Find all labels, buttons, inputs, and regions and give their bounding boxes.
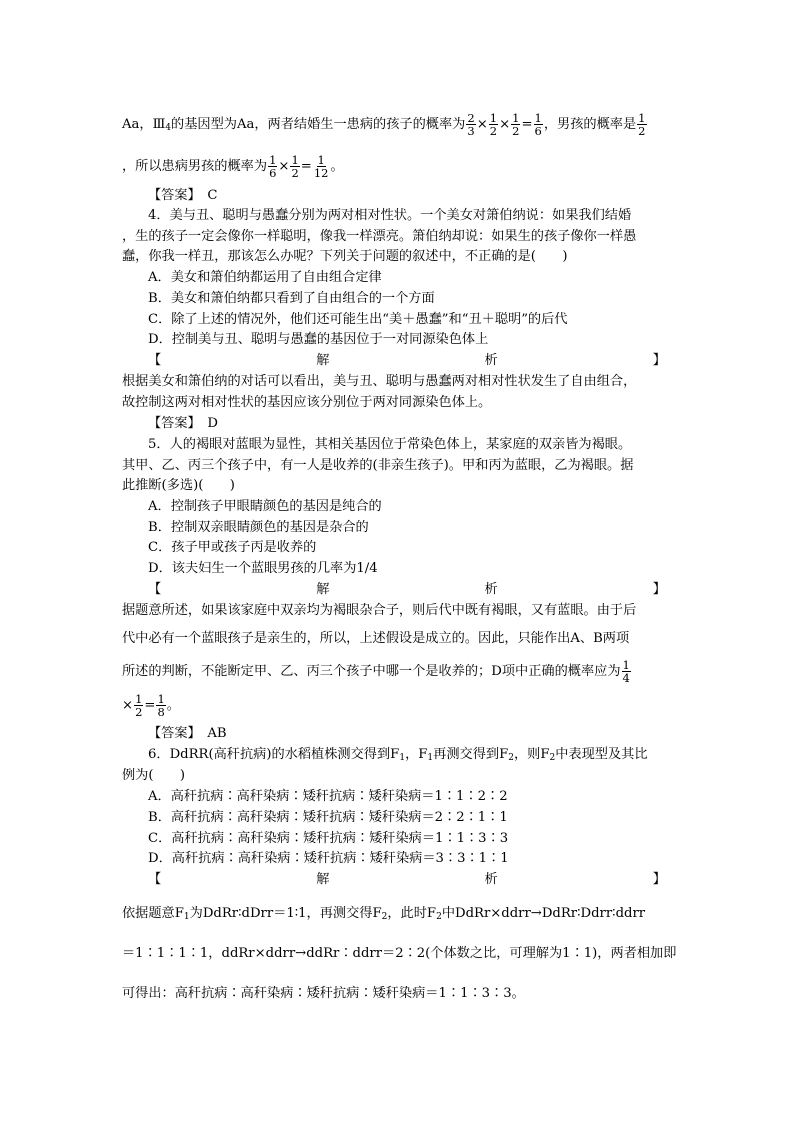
q4-stem-3: 蠢，你我一样丑，那该怎么办呢？下列关于问题的叙述中，不正确的是( ) xyxy=(122,249,568,264)
q5-stem-3: 此推断(多选)( ) xyxy=(122,478,235,493)
q5-answer xyxy=(148,724,698,744)
q6-explanation-2: ＝1∶1∶1∶1，ddRr×ddrr→ddRr∶ddrr＝2∶2(个体数之比，可理解为1∶1)，两者相加即 xyxy=(122,946,677,961)
answer-value: AB xyxy=(207,726,227,741)
q6-analysis-header: 【 解 析 】 xyxy=(148,872,666,887)
fraction: $\frac{1}{2}$ xyxy=(512,111,520,138)
fraction: $\frac{1}{6}$ xyxy=(534,111,542,138)
q6-option-d: D．高秆抗病∶高秆染病∶矮秆抗病∶矮秆染病＝3∶3∶1∶1 xyxy=(148,851,509,866)
q5-explanation-3 xyxy=(122,659,672,684)
q5-stem-2: 其甲、乙、丙三个孩子中，有一人是收养的(非亲生孩子)。甲和丙为蓝眼，乙为褐眼。据 xyxy=(122,458,634,473)
fraction: $\frac{1}{8}$ xyxy=(157,692,165,719)
fraction: $\frac{1}{2}$ xyxy=(638,111,646,138)
q4-stem-2: ，生的孩子一定会像你一样聪明，像我一样漂亮。箫伯纳却说：如果生的孩子像你一样愚 xyxy=(122,229,637,244)
q5-explanation-4: × $\frac{1}{2}$ = $\frac{1}{8}$ 。 xyxy=(122,692,180,719)
answer-value: D xyxy=(207,416,218,431)
q5-stem-1: 5．人的褐眼对蓝眼为显性，其相关基因位于常染色体上，某家庭的双亲皆为褐眼。 xyxy=(148,437,632,452)
q6-option-c: C．高秆抗病∶高秆染病∶矮秆抗病∶矮秆染病＝1∶1∶3∶3 xyxy=(148,831,509,846)
q4-explanation-2: 故控制这两对相对性状的基因应该分别位于两对同源染色体上。 xyxy=(122,395,492,410)
fraction: $\frac{1}{12}$ xyxy=(313,153,329,180)
text: ，所以患病男孩的概率为 xyxy=(122,159,268,174)
text: ，男孩的概率是 xyxy=(543,117,637,132)
q4-option-a: A．美女和箫伯纳都运用了自由组合定律 xyxy=(148,270,382,285)
subscript: 4 xyxy=(165,123,172,133)
q3-answer xyxy=(148,186,698,206)
q6-stem-2: 例为( ) xyxy=(122,768,186,783)
q6-stem-1: 6．DdRR(高秆抗病)的水稻植株测交得到$F_1$，$F_1$再测交得到$F_2$，则$F_2$中表现型及其比 xyxy=(148,747,648,763)
fraction: $\frac{2}{3}$ xyxy=(467,111,475,138)
q6-explanation-1: 依据题意$F_1$为DdRr∶dDrr＝1∶1，再测交得$F_2$，此时$F_2$中DdRr×ddrr→DdRr∶Ddrr∶ddrr xyxy=(122,906,646,922)
q6-option-b: B．高秆抗病∶高秆染病∶矮秆抗病∶矮秆染病＝2∶2∶1∶1 xyxy=(148,810,508,825)
q5-option-d: D．该夫妇生一个蓝眼男孩的几率为1/4 xyxy=(148,561,378,576)
fraction: $\frac{1}{2}$ xyxy=(489,111,498,138)
answer-value: C xyxy=(207,188,218,203)
q3-line-2: ，所以患病男孩的概率为 $\frac{1}{6}$ × $\frac{1}{2}$ = $\frac{1}{12}$ 。 xyxy=(122,153,344,180)
answer-label: 【答案】 xyxy=(148,188,195,203)
text: Aa，Ⅲ xyxy=(122,117,166,132)
q4-analysis-header: 【 解 析 】 xyxy=(148,353,666,368)
q4-option-b: B．美女和箫伯纳都只看到了自由组合的一个方面 xyxy=(148,291,435,306)
q5-analysis-header: 【 解 析 】 xyxy=(148,582,666,597)
fraction: $\frac{1}{6}$ xyxy=(269,153,277,180)
fraction: $\frac{1}{2}$ xyxy=(291,153,299,180)
q6-explanation-3: 可得出：高秆抗病∶高秆染病∶矮秆抗病∶矮秆染病＝1∶1∶3∶3。 xyxy=(122,986,525,1001)
q5-explanation-1: 据题意所述，如果该家庭中双亲均为褐眼杂合子，则后代中既有褐眼，又有蓝眼。由于后 xyxy=(122,603,637,618)
text: 所述的判断，不能断定甲、乙、丙三个孩子中哪一个是收养的；D项中正确的概率应为 xyxy=(122,664,621,679)
q4-answer xyxy=(148,414,698,434)
fraction: $\frac{1}{2}$ xyxy=(135,692,143,719)
q4-stem-1: 4．美与丑、聪明与愚蠢分别为两对相对性状。一个美女对箫伯纳说：如果我们结婚 xyxy=(148,208,632,223)
q4-option-d: D．控制美与丑、聪明与愚蠢的基因位于一对同源染色体上 xyxy=(148,332,489,347)
fraction: $\frac{1}{4}$ xyxy=(622,658,630,685)
q5-explanation-2: 代中必有一个蓝眼孩子是亲生的，所以，上述假设是成立的。因此，只能作出A、B两项 xyxy=(122,631,630,646)
q4-option-c: C．除了上述的情况外，他们还可能生出“美＋愚蠢”和“丑＋聪明”的后代 xyxy=(148,312,568,327)
q6-option-a: A．高秆抗病∶高秆染病∶矮秆抗病∶矮秆染病＝1∶1∶2∶2 xyxy=(148,789,508,804)
q5-option-b: B．控制双亲眼睛颜色的基因是杂合的 xyxy=(148,520,369,535)
q5-option-c: C．孩子甲或孩子丙是收养的 xyxy=(148,540,317,555)
q4-explanation-1: 根据美女和箫伯纳的对话可以看出，美与丑、聪明与愚蠢两对相对性状发生了自由组合， xyxy=(122,374,637,389)
q5-option-a: A．控制孩子甲眼睛颜色的基因是纯合的 xyxy=(148,499,382,514)
text: 的基因型为Aa，两者结婚生一患病的孩子的概率为 xyxy=(171,117,466,132)
answer-label: 【答案】 xyxy=(148,416,195,431)
answer-label: 【答案】 xyxy=(148,726,195,741)
q3-line-1: Aa，$Ⅲ_4$的基因型为Aa，两者结婚生一患病的孩子的概率为 $\frac{2}{3}$ × $\frac{1}{2}$ × $\frac{1}{2}$ = $\frac{1}{6}$ ，男孩的概率是 $\frac{1}{2}$ xyxy=(122,111,646,138)
